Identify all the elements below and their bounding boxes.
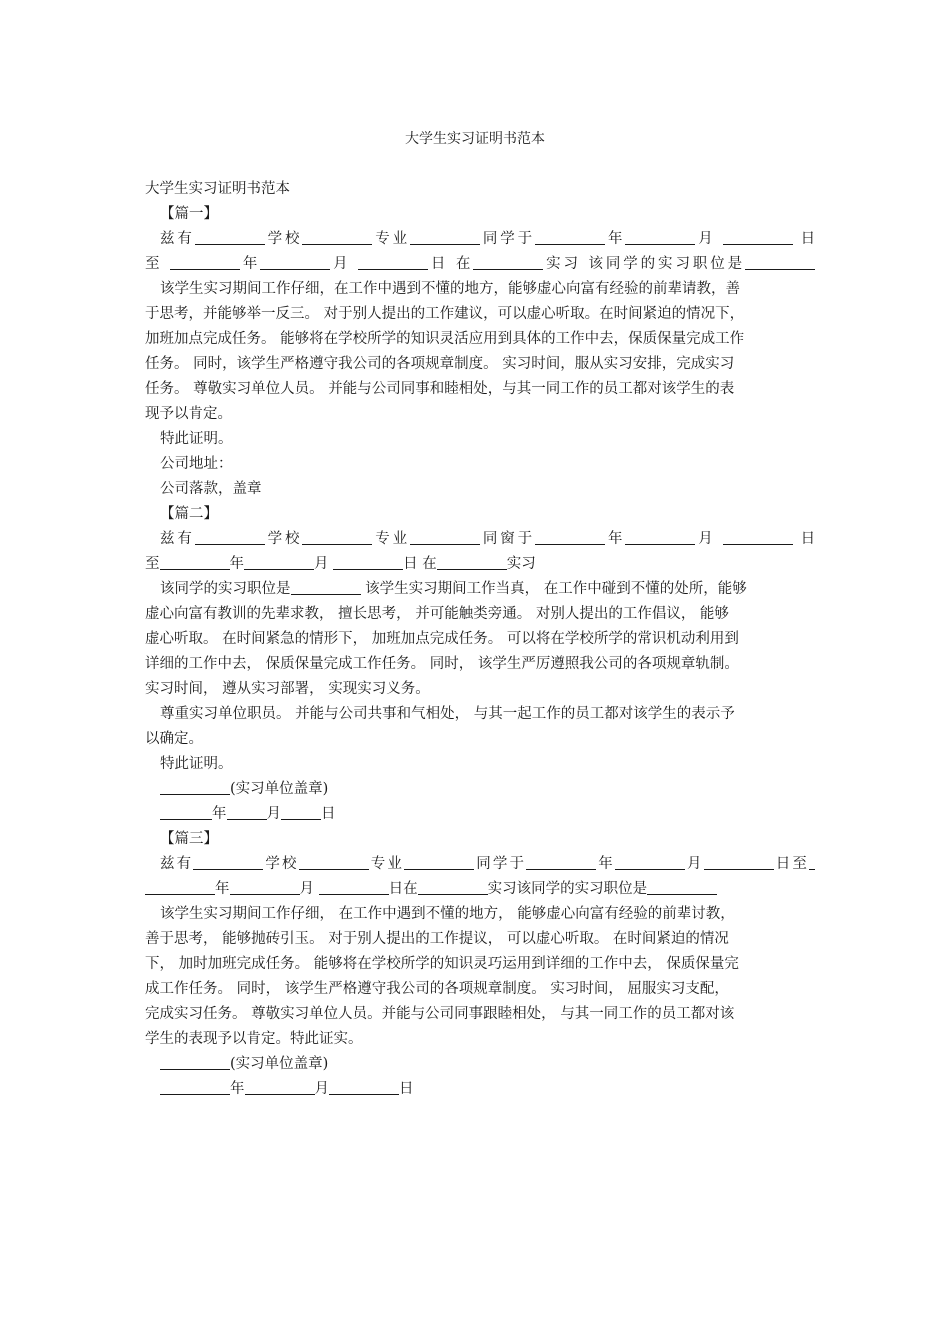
- s1-body-line: 该学生实习期间工作仔细，在工作中遇到不懂的地方，能够虚心向富有经验的前辈请教，善: [160, 281, 740, 297]
- s1-body-line: 于思考，并能够举一反三。 对于别人提出的工作建议，可以虚心听取。在时间紧迫的情况下，: [145, 306, 745, 322]
- s1-company-sign: 公司落款，盖章: [160, 481, 262, 497]
- section-2-header: 【篇二】: [160, 506, 218, 522]
- s3-date-line: 年 月 日: [160, 1079, 815, 1099]
- s2-fill-line-1: 兹有 学校 专业 同窗于 年 月 日: [160, 531, 816, 547]
- s2-body-line: 尊重实习单位职员。 并能与公司共事和气相处， 与其一起工作的员工都对该学生的表示予: [160, 706, 735, 722]
- s2-body-line: 以确定。: [145, 731, 203, 747]
- s3-body-line: 下， 加时加班完成任务。 能够将在学校所学的知识灵巧运用到详细的工作中去， 保质保量完: [145, 956, 739, 972]
- section-1-header: 【篇一】: [160, 206, 218, 222]
- s2-body-line: 详细的工作中去， 保质保量完成工作任务。 同时， 该学生严厉遵照我公司的各项规章轨制。: [145, 656, 739, 672]
- s2-body-line: 虚心听取。 在时间紧急的情形下， 加班加点完成任务。 可以将在学校所学的常识机动利用到: [145, 631, 739, 647]
- s1-body-line: 任务。 同时，该学生严格遵守我公司的各项规章制度。 实习时间，服从实习安排，完成实习: [145, 356, 735, 372]
- document-title: 大学生实习证明书范本: [405, 131, 545, 147]
- s3-body-line: 该学生实习期间工作仔细， 在工作中遇到不懂的地方， 能够虚心向富有经验的前辈讨教，: [160, 906, 735, 922]
- s3-stamp-line: (实习单位盖章): [160, 1054, 815, 1074]
- s3-body-line: 善于思考， 能够抛砖引玉。 对于别人提出的工作提议， 可以虚心听取。 在时间紧迫的情况: [145, 931, 729, 947]
- s1-fill-line-2: 至 年 月 日 在 实习 该同学的实习职位是: [145, 254, 815, 274]
- s1-body-line: 现予以肯定。: [145, 406, 232, 422]
- s2-date-line: 年 月 日: [160, 804, 815, 824]
- s2-body-first-line: 该同学的实习职位是 该学生实习期间工作当真， 在工作中碰到不懂的处所，能够: [160, 581, 747, 597]
- s1-body-line: 加班加点完成任务。 能够将在学校所学的知识灵活应用到具体的工作中去，保质保量完成工作: [145, 331, 745, 347]
- s2-fill-line-2: 至 年 月 日 在 实习: [145, 556, 536, 572]
- s3-fill-line-2: 年 月 日在 实习该同学的实习职位是: [145, 879, 815, 899]
- document-subtitle: 大学生实习证明书范本: [145, 181, 290, 197]
- s3-fill-line-1: 兹有 学校 专业 同学于 年 月 日至: [160, 854, 815, 874]
- s1-certify: 特此证明。: [160, 431, 233, 447]
- s2-certify: 特此证明。: [160, 756, 233, 772]
- s1-body-line: 任务。 尊敬实习单位人员。 并能与公司同事和睦相处，与其一同工作的员工都对该学生的表: [145, 381, 735, 397]
- s3-body-line: 学生的表现予以肯定。特此证实。: [145, 1031, 363, 1047]
- s2-stamp-line: (实习单位盖章): [160, 779, 815, 799]
- section-3-header: 【篇三】: [160, 831, 218, 847]
- s3-body-line: 完成实习任务。 尊敬实习单位人员。并能与公司同事跟睦相处， 与其一同工作的员工都对该: [145, 1006, 735, 1022]
- s1-company-address: 公司地址：: [160, 456, 233, 472]
- s3-body-line: 成工作任务。 同时， 该学生严格遵守我公司的各项规章制度。 实习时间， 屈服实习支配，: [145, 981, 729, 997]
- s1-fill-line-1: 兹有 学校 专业 同学于 年 月 日: [160, 231, 816, 247]
- s2-body-line: 虚心向富有教训的先辈求教， 擅长思考， 并可能触类旁通。 对别人提出的工作倡议， 能够: [145, 606, 729, 622]
- s2-body-line: 实习时间， 遵从实习部署， 实现实习义务。: [145, 681, 430, 697]
